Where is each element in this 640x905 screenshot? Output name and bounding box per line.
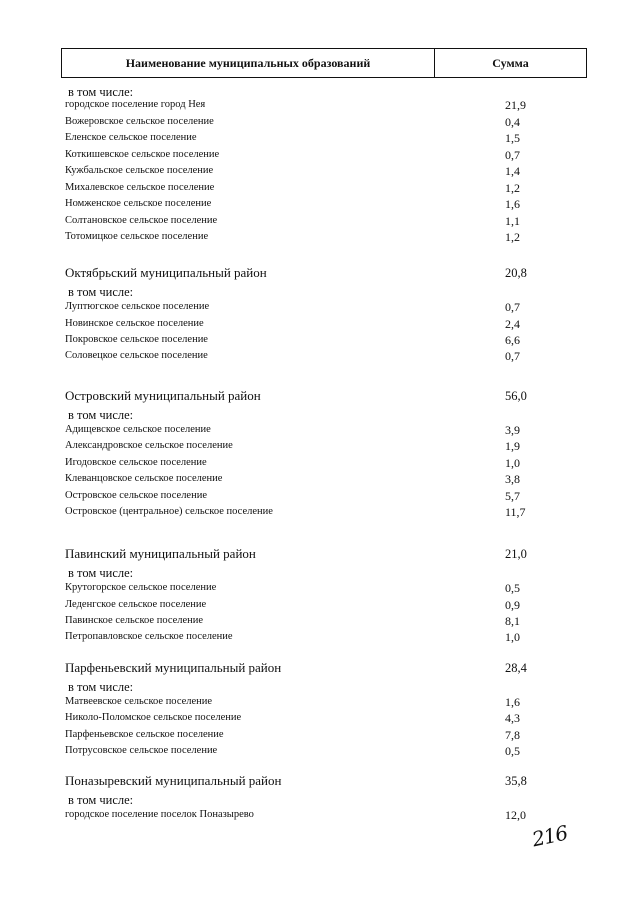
- row-name: Игодовское сельское поселение: [65, 457, 207, 468]
- row-name: Островское сельское поселение: [65, 490, 207, 501]
- table-row: [0, 455, 640, 471]
- row-name: в том числе:: [68, 285, 134, 299]
- row-name: Островское (центральное) сельское поселение: [65, 506, 273, 517]
- table-row: [0, 163, 640, 179]
- row-name: Поназыревский муниципальный район: [65, 773, 282, 788]
- table-row: [0, 332, 640, 348]
- row-sum: 8,1: [505, 614, 520, 628]
- row-name: Тотомицкое сельское поселение: [65, 231, 209, 242]
- table-row: [0, 580, 640, 596]
- row-sum: 2,4: [505, 317, 520, 331]
- table-row: [0, 613, 640, 629]
- subheading-row: [0, 679, 640, 695]
- table-row: [0, 97, 640, 113]
- table-row: [0, 488, 640, 504]
- row-sum: 6,6: [505, 333, 520, 347]
- row-sum: 1,5: [505, 131, 520, 145]
- handwritten-page-number: 216: [529, 820, 570, 852]
- row-sum: 35,8: [505, 774, 527, 788]
- table-row: [0, 629, 640, 645]
- table-row: [0, 807, 640, 823]
- row-sum: 1,4: [505, 164, 520, 178]
- table-row: [0, 130, 640, 146]
- row-sum: 4,3: [505, 711, 520, 725]
- table-row: [0, 438, 640, 454]
- row-name: Номженское сельское поселение: [65, 198, 212, 209]
- row-name: Коткишевское сельское поселение: [65, 149, 220, 160]
- row-name: Павинский муниципальный район: [65, 546, 256, 561]
- row-name: Кужбальское сельское поселение: [65, 165, 214, 176]
- row-sum: 3,8: [505, 472, 520, 486]
- row-sum: 1,9: [505, 439, 520, 453]
- row-name: городское поселение поселок Поназырево: [65, 809, 254, 820]
- row-name: Солтановское сельское поселение: [65, 215, 218, 226]
- subheading-row: [0, 792, 640, 808]
- row-name: в том числе:: [68, 85, 134, 99]
- row-name: Петропавловское сельское поселение: [65, 631, 233, 642]
- row-sum: 1,0: [505, 456, 520, 470]
- district-row: [0, 546, 640, 562]
- row-name: в том числе:: [68, 793, 134, 807]
- table-row: [0, 504, 640, 520]
- row-name: Николо-Поломское сельское поселение: [65, 712, 242, 723]
- row-name: Вожеровское сельское поселение: [65, 116, 214, 127]
- row-name: Новинское сельское поселение: [65, 318, 204, 329]
- row-name: городское поселение город Нея: [65, 99, 206, 110]
- row-name: Октябрьский муниципальный район: [65, 265, 267, 280]
- table-row: [0, 229, 640, 245]
- table-row: [0, 213, 640, 229]
- table-row: [0, 743, 640, 759]
- row-name: Соловецкое сельское поселение: [65, 350, 208, 361]
- row-name: в том числе:: [68, 566, 134, 580]
- table-row: [0, 471, 640, 487]
- table-row: [0, 147, 640, 163]
- table-row: [0, 316, 640, 332]
- table-row: [0, 710, 640, 726]
- row-sum: 0,7: [505, 148, 520, 162]
- row-name: Парфеньевское сельское поселение: [65, 729, 224, 740]
- row-sum: 0,5: [505, 581, 520, 595]
- row-name: Крутогорское сельское поселение: [65, 582, 217, 593]
- row-sum: 11,7: [505, 505, 526, 519]
- row-name: Островский муниципальный район: [65, 388, 261, 403]
- row-sum: 0,9: [505, 598, 520, 612]
- table-row: [0, 694, 640, 710]
- header-sum-column: Сумма: [492, 55, 529, 70]
- row-sum: 1,2: [505, 230, 520, 244]
- row-sum: 1,2: [505, 181, 520, 195]
- row-name: Павинское сельское поселение: [65, 615, 204, 626]
- row-name: Луптюгское сельское поселение: [65, 301, 210, 312]
- row-sum: 0,4: [505, 115, 520, 129]
- table-row: [0, 597, 640, 613]
- row-sum: 0,5: [505, 744, 520, 758]
- row-name: Покровское сельское поселение: [65, 334, 208, 345]
- row-sum: 21,9: [505, 98, 526, 112]
- table-row: [0, 422, 640, 438]
- row-sum: 5,7: [505, 489, 520, 503]
- header-name-column: Наименование муниципальных образований: [62, 49, 435, 77]
- row-name: Парфеньевский муниципальный район: [65, 660, 282, 675]
- row-sum: 0,7: [505, 300, 520, 314]
- row-name: Еленское сельское поселение: [65, 132, 197, 143]
- row-name: Леденгское сельское поселение: [65, 599, 207, 610]
- row-sum: 0,7: [505, 349, 520, 363]
- row-name: Матвеевское сельское поселение: [65, 696, 213, 707]
- subheading-row: [0, 284, 640, 300]
- row-sum: 1,6: [505, 695, 520, 709]
- row-name: Адищевское сельское поселение: [65, 424, 211, 435]
- row-sum: 20,8: [505, 266, 527, 280]
- table-row: [0, 348, 640, 364]
- table-header: [61, 48, 587, 78]
- row-sum: 1,0: [505, 630, 520, 644]
- row-name: Клеванцовское сельское поселение: [65, 473, 223, 484]
- row-sum: 3,9: [505, 423, 520, 437]
- district-row: [0, 265, 640, 281]
- table-row: [0, 727, 640, 743]
- district-row: [0, 660, 640, 676]
- row-name: Михалевское сельское поселение: [65, 182, 215, 193]
- row-sum: 28,4: [505, 661, 527, 675]
- row-sum: 21,0: [505, 547, 527, 561]
- district-row: [0, 773, 640, 789]
- subheading-row: [0, 407, 640, 423]
- row-name: Александровское сельское поселение: [65, 440, 233, 451]
- table-row: [0, 180, 640, 196]
- row-sum: 1,1: [505, 214, 520, 228]
- table-row: [0, 196, 640, 212]
- district-row: [0, 388, 640, 404]
- row-sum: 1,6: [505, 197, 520, 211]
- row-sum: 7,8: [505, 728, 520, 742]
- row-name: Потрусовское сельское поселение: [65, 745, 218, 756]
- row-name: в том числе:: [68, 680, 134, 694]
- row-sum: 56,0: [505, 389, 527, 403]
- row-name: в том числе:: [68, 408, 134, 422]
- table-row: [0, 114, 640, 130]
- row-sum: 12,0: [505, 808, 526, 822]
- table-row: [0, 299, 640, 315]
- subheading-row: [0, 565, 640, 581]
